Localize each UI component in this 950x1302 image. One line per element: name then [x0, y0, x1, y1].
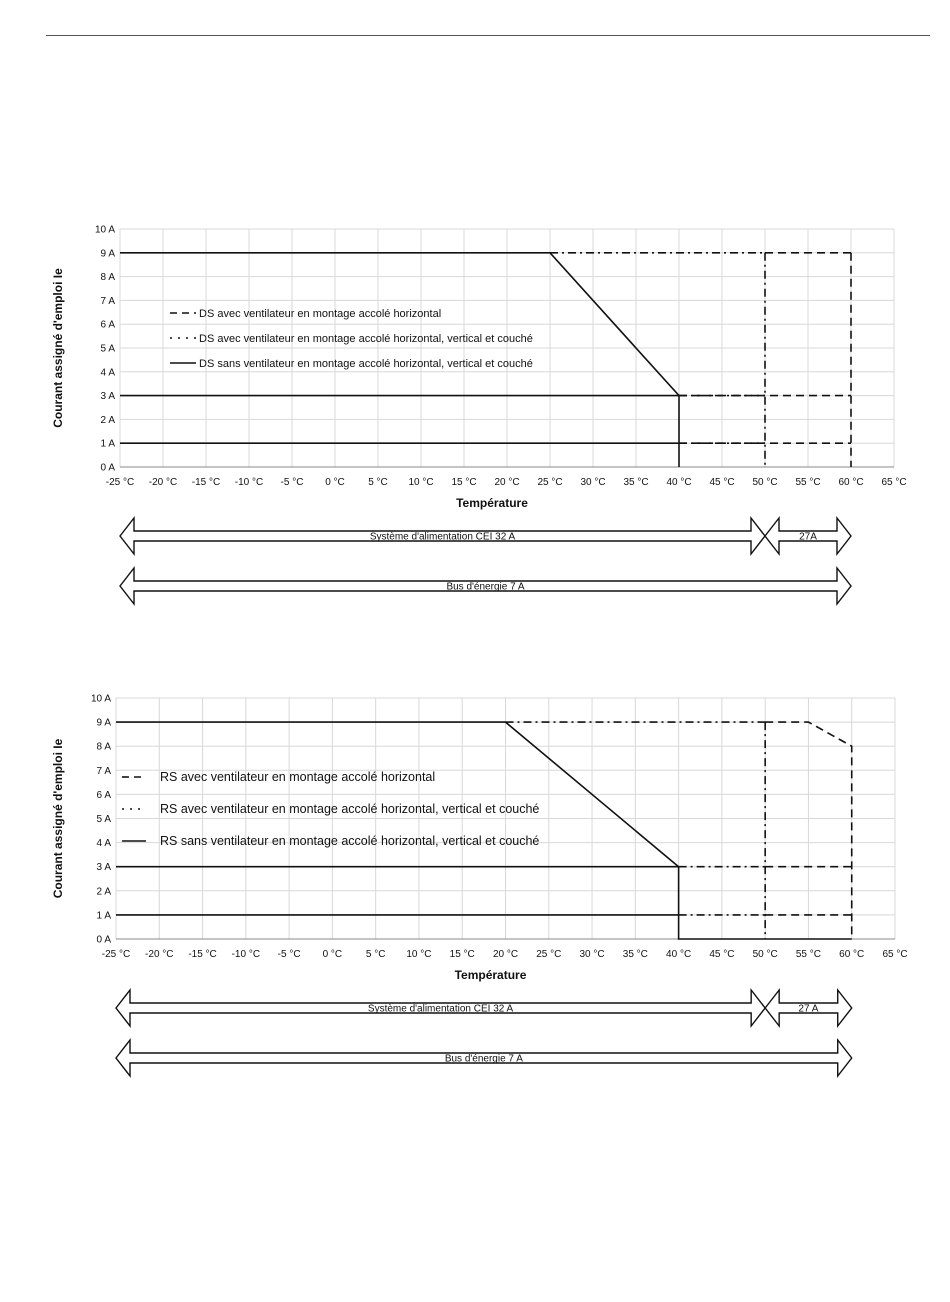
y-tick-label: 7 A	[100, 295, 115, 307]
x-tick-label: -15 °C	[191, 477, 221, 488]
x-tick-label: -5 °C	[277, 949, 301, 960]
x-tick-label: 25 °C	[536, 949, 562, 960]
x-tick-label: 15 °C	[451, 477, 477, 488]
y-tick-label: 9 A	[100, 248, 115, 260]
legend-label: DS avec ventilateur en montage accolé horizontal	[199, 308, 442, 320]
x-tick-label: -20 °C	[145, 949, 174, 960]
y-axis-title: Courant assigné d'emploi Ie	[51, 738, 65, 899]
y-tick-label: 5 A	[96, 814, 111, 825]
x-tick-label: 65 °C	[881, 477, 907, 488]
top-rule	[46, 35, 930, 36]
x-tick-label: 30 °C	[579, 949, 605, 960]
y-tick-label: 10 A	[90, 693, 111, 705]
x-tick-label: 35 °C	[622, 949, 648, 960]
y-tick-label: 9 A	[96, 717, 111, 729]
y-tick-label: 5 A	[100, 343, 115, 355]
legend-label: RS avec ventilateur en montage accolé horizontal, vertical et couché	[160, 802, 540, 816]
x-axis-title: Température	[454, 968, 527, 982]
legend-label: DS sans ventilateur en montage accolé horizontal, vertical et couché	[199, 358, 533, 370]
x-tick-label: 25 °C	[537, 477, 563, 488]
range-arrow-label: Bus d'énergie 7 A	[444, 1053, 523, 1065]
y-tick-label: 2 A	[100, 414, 115, 426]
range-arrow-label: Bus d'énergie 7 A	[446, 581, 525, 593]
x-tick-label: 30 °C	[580, 477, 606, 488]
x-tick-label: -25 °C	[101, 949, 131, 960]
x-tick-label: 65 °C	[882, 949, 908, 960]
x-tick-label: 10 °C	[408, 477, 434, 488]
x-tick-label: -10 °C	[231, 949, 261, 960]
legend-label: RS sans ventilateur en montage accolé horizontal, vertical et couché	[160, 834, 540, 848]
x-tick-label: 20 °C	[494, 477, 520, 488]
rs-derating-chart	[0, 670, 950, 1090]
x-tick-label: -10 °C	[234, 477, 264, 488]
x-tick-label: -5 °C	[280, 477, 304, 488]
y-tick-label: 8 A	[96, 741, 111, 753]
x-tick-label: -20 °C	[148, 477, 178, 488]
range-arrow-label: Système d'alimentation CEI 32 A	[367, 1003, 514, 1015]
range-arrow-label: 27A	[799, 531, 817, 543]
x-tick-label: 15 °C	[449, 949, 475, 960]
x-tick-label: 60 °C	[839, 949, 865, 960]
x-tick-label: 35 °C	[623, 477, 649, 488]
x-tick-label: 45 °C	[709, 949, 735, 960]
x-tick-label: -25 °C	[105, 477, 135, 488]
y-axis-title: Courant assigné d'emploi Ie	[51, 268, 65, 428]
series-line	[116, 722, 852, 939]
series-dash-dot	[550, 253, 765, 467]
x-tick-label: 0 °C	[325, 477, 345, 488]
x-tick-label: 60 °C	[838, 477, 864, 488]
range-arrow-label: Système d'alimentation CEI 32 A	[369, 531, 516, 543]
y-tick-label: 7 A	[96, 765, 111, 777]
x-tick-label: 20 °C	[492, 949, 519, 960]
x-tick-label: 50 °C	[752, 477, 778, 488]
y-tick-label: 4 A	[96, 838, 111, 850]
x-tick-label: 0 °C	[322, 949, 343, 960]
y-tick-label: 2 A	[96, 886, 111, 898]
y-tick-label: 10 A	[94, 224, 115, 236]
x-tick-label: -15 °C	[188, 949, 217, 960]
legend-label: DS avec ventilateur en montage accolé horizontal, vertical et couché	[199, 333, 533, 345]
y-tick-label: 6 A	[100, 319, 115, 331]
x-tick-label: 45 °C	[709, 477, 735, 488]
x-tick-label: 50 °C	[752, 949, 778, 960]
x-axis-title: Température	[456, 496, 528, 510]
legend-label: RS avec ventilateur en montage accolé horizontal	[160, 770, 436, 784]
x-tick-label: 5 °C	[368, 477, 388, 488]
y-tick-label: 1 A	[100, 438, 115, 450]
y-tick-label: 0 A	[100, 462, 115, 474]
x-tick-label: 40 °C	[666, 477, 692, 488]
x-tick-label: 10 °C	[406, 949, 432, 960]
y-tick-label: 3 A	[100, 391, 115, 403]
y-tick-label: 8 A	[100, 272, 115, 284]
ds-derating-chart	[0, 200, 950, 620]
x-tick-label: 40 °C	[666, 949, 692, 960]
x-tick-label: 5 °C	[365, 949, 386, 960]
x-tick-label: 55 °C	[795, 477, 821, 488]
series-solid	[116, 722, 852, 939]
y-tick-label: 0 A	[96, 934, 111, 946]
range-arrow-label: 27 A	[798, 1003, 819, 1015]
y-tick-label: 3 A	[96, 862, 111, 874]
y-tick-label: 4 A	[100, 367, 115, 379]
x-tick-label: 55 °C	[795, 949, 822, 960]
y-tick-label: 1 A	[96, 910, 111, 922]
y-tick-label: 6 A	[96, 789, 111, 801]
